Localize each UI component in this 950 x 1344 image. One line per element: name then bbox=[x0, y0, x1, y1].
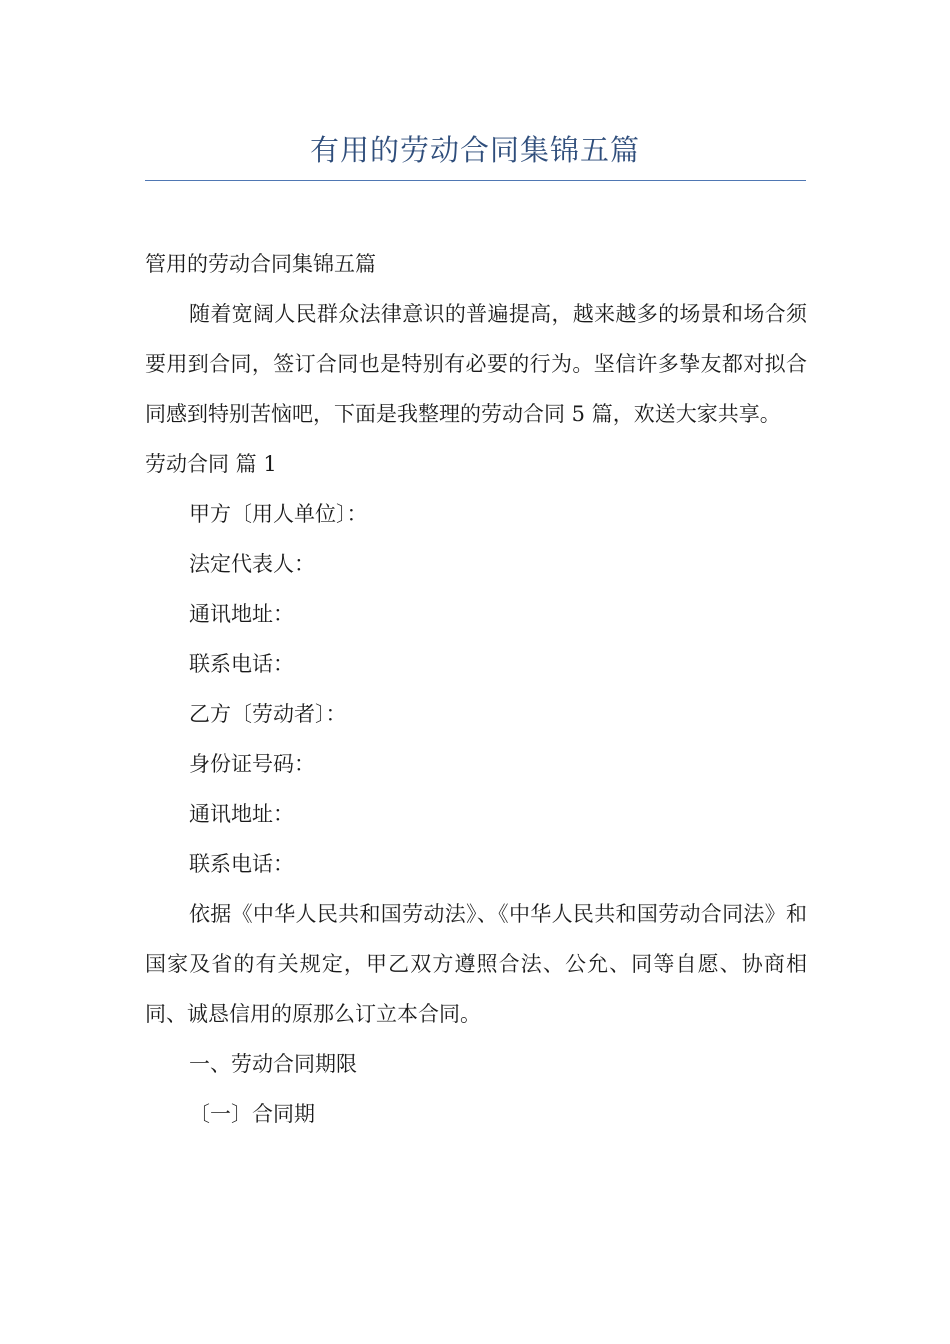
legal-representative-label: 法定代表人： bbox=[189, 552, 315, 576]
party-b-address-label: 通讯地址： bbox=[189, 802, 294, 826]
party-a-address-label: 通讯地址： bbox=[189, 602, 294, 626]
party-b-label: 乙方〔劳动者〕： bbox=[189, 702, 347, 726]
title-underline bbox=[145, 180, 806, 181]
subtitle-paragraph: 管用的劳动合同集锦五篇 bbox=[145, 252, 376, 276]
document-title: 有用的劳动合同集锦五篇 bbox=[309, 133, 640, 167]
party-a-label: 甲方〔用人单位〕： bbox=[189, 502, 368, 526]
document-body bbox=[145, 239, 807, 1139]
sub-clause-heading: 〔一〕合同期 bbox=[189, 1102, 315, 1126]
party-b-phone-label: 联系电话： bbox=[189, 852, 294, 876]
section-heading: 劳动合同 篇 1 bbox=[145, 452, 277, 476]
party-a-phone-label: 联系电话： bbox=[189, 652, 294, 676]
id-number-label: 身份证号码： bbox=[189, 752, 315, 776]
intro-paragraph: 随着宽阔人民群众法律意识的普遍提高，越来越多的场景和场合须要用到合同，签订合同也是特别有必要的行为。坚信许多挚友都对拟合同感到特别苦恼吧，下面是我整理的劳动合同 5 篇，欢送大家共享。 bbox=[145, 302, 807, 426]
clause-heading: 一、劳动合同期限 bbox=[189, 1052, 357, 1076]
legal-basis-paragraph: 依据《中华人民共和国劳动法》、《中华人民共和国劳动合同法》和国家及省的有关规定，甲乙双方遵照合法、公允、同等自愿、协商相同、诚恳信用的原那么订立本合同。 bbox=[145, 902, 807, 1026]
